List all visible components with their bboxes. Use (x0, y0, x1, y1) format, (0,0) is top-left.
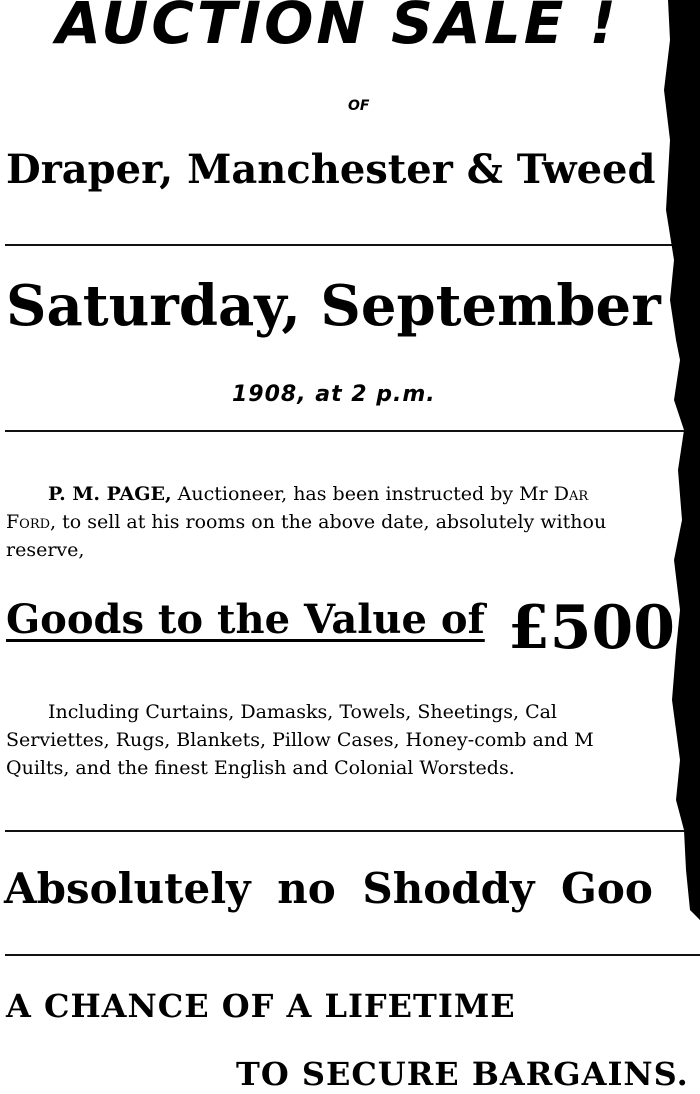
torn-edge-shadow (640, 0, 700, 1094)
value-heading: Goods to the Value of (6, 596, 485, 643)
notice-line (6, 508, 700, 536)
items-line: Quilts, and the finest English and Colonial Worsteds. (6, 757, 515, 779)
client-name-continued: Ford, (6, 511, 57, 533)
divider-rule (5, 830, 700, 832)
divider-rule (5, 954, 700, 956)
notice-line (6, 480, 700, 508)
notice-line: reserve, (6, 539, 85, 561)
client-name: Dar (553, 483, 589, 505)
notice-paragraph (6, 480, 700, 564)
sale-year-time: 1908, at 2 p.m. (232, 382, 436, 407)
notice-text: to sell at his rooms on the above date, absolutely withou (56, 511, 607, 533)
items-paragraph (6, 698, 700, 782)
auction-sale-title: AUCTION SALE ! (56, 0, 620, 57)
items-line: Including Curtains, Damasks, Towels, Sheetings, Cal (48, 701, 558, 723)
value-amount: £500 (508, 593, 675, 663)
sale-date: Saturday, September (6, 273, 661, 339)
slogan-heading: Absolutely no Shoddy Goo (4, 864, 653, 913)
notice-text: Auctioneer, has been instructed by Mr (171, 483, 554, 505)
of-label: OF (348, 98, 370, 114)
items-line: Serviettes, Rugs, Blankets, Pillow Cases, Honey-comb and M (6, 729, 594, 751)
divider-rule (5, 430, 700, 432)
goods-category-heading: Draper, Manchester & Tweed (6, 146, 656, 193)
divider-rule (5, 244, 700, 246)
auctioneer-name: P. M. PAGE, (48, 483, 172, 505)
closing-line-chance: A CHANCE OF A LIFETIME (6, 987, 516, 1025)
closing-line-bargains: TO SECURE BARGAINS. (236, 1055, 689, 1093)
